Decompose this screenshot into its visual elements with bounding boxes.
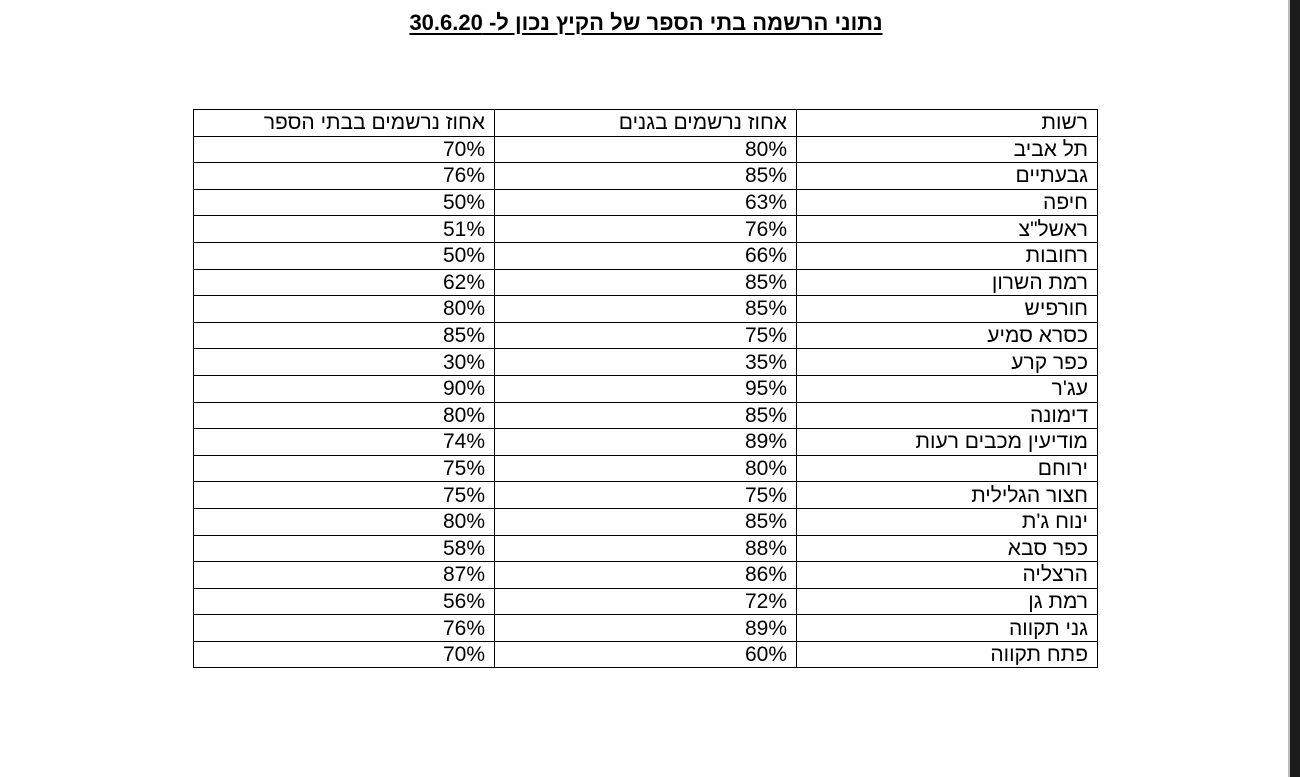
cell-authority: רמת השרון — [797, 269, 1098, 296]
cell-kindergarten-percent: 72% — [495, 588, 797, 615]
cell-kindergarten-percent: 89% — [495, 429, 797, 456]
table-row — [194, 535, 1098, 562]
table-row — [194, 641, 1098, 668]
cell-authority: הרצליה — [797, 562, 1098, 589]
cell-kindergarten-percent: 80% — [495, 455, 797, 482]
table-row — [194, 216, 1098, 243]
cell-authority: פתח תקווה — [797, 641, 1098, 668]
cell-school-percent: 75% — [194, 482, 495, 509]
cell-kindergarten-percent: 88% — [495, 535, 797, 562]
cell-kindergarten-percent: 60% — [495, 641, 797, 668]
cell-kindergarten-percent: 66% — [495, 242, 797, 269]
cell-authority: חצור הגלילית — [797, 482, 1098, 509]
cell-school-percent: 50% — [194, 189, 495, 216]
cell-authority: רמת גן — [797, 588, 1098, 615]
cell-authority: תל אביב — [797, 136, 1098, 163]
cell-school-percent: 80% — [194, 296, 495, 323]
cell-school-percent: 80% — [194, 402, 495, 429]
table-row — [194, 349, 1098, 376]
table-row — [194, 588, 1098, 615]
table-row — [194, 242, 1098, 269]
cell-school-percent: 75% — [194, 455, 495, 482]
table-row — [194, 562, 1098, 589]
table-row — [194, 615, 1098, 642]
header-kindergarten-percent: אחוז נרשמים בגנים — [495, 110, 797, 137]
header-authority: רשות — [797, 110, 1098, 137]
table-row — [194, 136, 1098, 163]
table-row — [194, 269, 1098, 296]
cell-authority: כסרא סמיע — [797, 322, 1098, 349]
cell-authority: עג'ר — [797, 375, 1098, 402]
cell-school-percent: 85% — [194, 322, 495, 349]
cell-kindergarten-percent: 63% — [495, 189, 797, 216]
table-row — [194, 482, 1098, 509]
table-row — [194, 508, 1098, 535]
table-header-row — [194, 110, 1098, 137]
cell-authority: רחובות — [797, 242, 1098, 269]
cell-school-percent: 70% — [194, 641, 495, 668]
cell-kindergarten-percent: 89% — [495, 615, 797, 642]
table-row — [194, 163, 1098, 190]
cell-authority: חיפה — [797, 189, 1098, 216]
table-row — [194, 322, 1098, 349]
cell-school-percent: 74% — [194, 429, 495, 456]
cell-school-percent: 30% — [194, 349, 495, 376]
table-body — [194, 136, 1098, 668]
table-row — [194, 455, 1098, 482]
cell-kindergarten-percent: 35% — [495, 349, 797, 376]
cell-school-percent: 76% — [194, 615, 495, 642]
header-school-percent: אחוז נרשמים בבתי הספר — [194, 110, 495, 137]
table-row — [194, 375, 1098, 402]
cell-authority: דימונה — [797, 402, 1098, 429]
table-row — [194, 296, 1098, 323]
cell-kindergarten-percent: 85% — [495, 296, 797, 323]
cell-authority: ירוחם — [797, 455, 1098, 482]
cell-kindergarten-percent: 85% — [495, 508, 797, 535]
cell-authority: גבעתיים — [797, 163, 1098, 190]
cell-school-percent: 50% — [194, 242, 495, 269]
cell-kindergarten-percent: 76% — [495, 216, 797, 243]
registration-table — [193, 109, 1098, 668]
cell-kindergarten-percent: 85% — [495, 269, 797, 296]
cell-authority: גני תקווה — [797, 615, 1098, 642]
page-edge — [1290, 0, 1300, 777]
cell-school-percent: 87% — [194, 562, 495, 589]
cell-kindergarten-percent: 85% — [495, 402, 797, 429]
table-row — [194, 189, 1098, 216]
cell-school-percent: 76% — [194, 163, 495, 190]
cell-authority: ינוח ג'ת — [797, 508, 1098, 535]
cell-kindergarten-percent: 85% — [495, 163, 797, 190]
table-row — [194, 429, 1098, 456]
cell-school-percent: 80% — [194, 508, 495, 535]
cell-school-percent: 62% — [194, 269, 495, 296]
cell-kindergarten-percent: 75% — [495, 482, 797, 509]
cell-kindergarten-percent: 80% — [495, 136, 797, 163]
document-title: נתוני הרשמה בתי הספר של הקיץ נכון ל- 30.6.20 — [409, 10, 883, 35]
cell-school-percent: 58% — [194, 535, 495, 562]
cell-school-percent: 90% — [194, 375, 495, 402]
cell-authority: כפר סבא — [797, 535, 1098, 562]
cell-authority: מודיעין מכבים רעות — [797, 429, 1098, 456]
cell-school-percent: 56% — [194, 588, 495, 615]
cell-authority: כפר קרע — [797, 349, 1098, 376]
cell-authority: ראשל"צ — [797, 216, 1098, 243]
cell-kindergarten-percent: 95% — [495, 375, 797, 402]
cell-kindergarten-percent: 86% — [495, 562, 797, 589]
cell-school-percent: 51% — [194, 216, 495, 243]
cell-kindergarten-percent: 75% — [495, 322, 797, 349]
table-row — [194, 402, 1098, 429]
cell-school-percent: 70% — [194, 136, 495, 163]
cell-authority: חורפיש — [797, 296, 1098, 323]
